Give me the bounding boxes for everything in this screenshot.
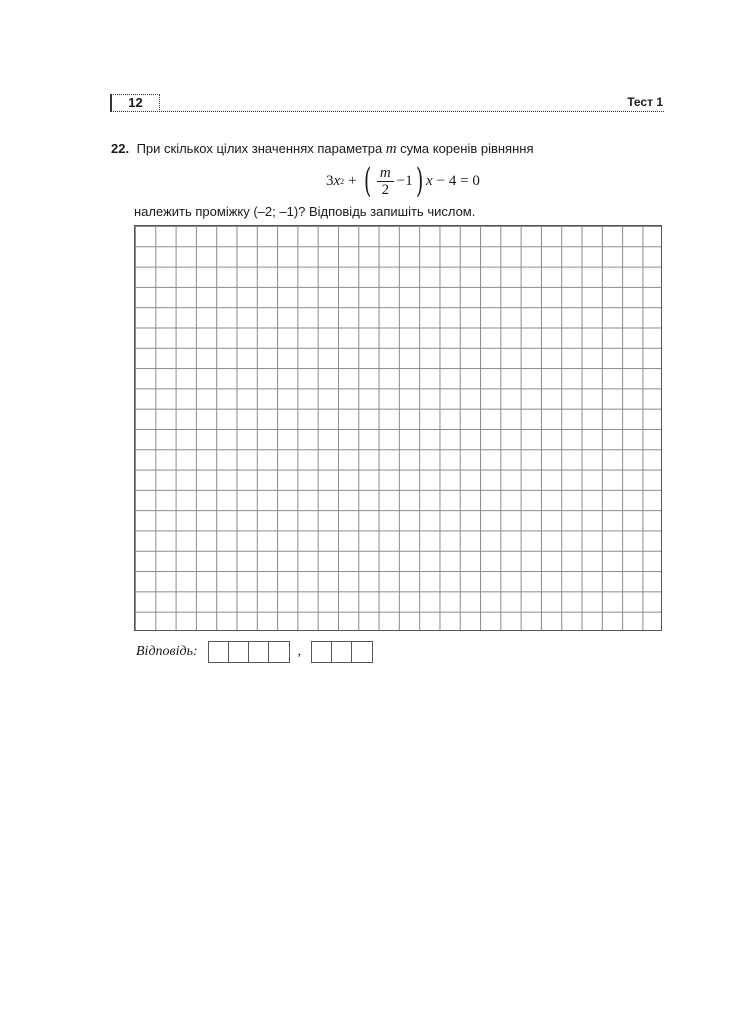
- header-rule: [159, 111, 664, 112]
- page-header: [110, 94, 664, 112]
- eq-tail-var: x: [425, 172, 433, 189]
- eq-power: 2: [340, 176, 345, 186]
- answer-cell[interactable]: [352, 642, 372, 662]
- eq-frac-den: 2: [381, 181, 390, 198]
- eq-right-paren: ): [415, 161, 423, 201]
- question-text-tail: належить проміжку (–2; –1)? Відповідь запишіть числом.: [134, 204, 476, 219]
- answer-integer-boxes[interactable]: [208, 641, 290, 663]
- answer-cell[interactable]: [332, 642, 352, 662]
- eq-tail-rest: − 4 = 0: [436, 172, 480, 189]
- question-text-start: При скількох цілих значеннях параметра: [136, 141, 383, 156]
- eq-var: x: [333, 172, 341, 189]
- answer-cell[interactable]: [209, 642, 229, 662]
- question-number: 22.: [111, 141, 130, 156]
- scratch-grid[interactable]: [134, 225, 662, 631]
- answer-cell[interactable]: [312, 642, 332, 662]
- question-text-end: сума коренів рівняння: [400, 141, 534, 156]
- answer-fraction-boxes[interactable]: [311, 641, 373, 663]
- page-number: 12: [110, 94, 160, 112]
- eq-coef: 3: [326, 172, 334, 189]
- answer-cell[interactable]: [229, 642, 249, 662]
- question-param: m: [385, 141, 397, 157]
- answer-cell[interactable]: [269, 642, 289, 662]
- eq-plus: +: [348, 172, 357, 189]
- decimal-separator: ,: [297, 644, 302, 659]
- eq-minus-one: −1: [396, 172, 413, 189]
- test-label: Тест 1: [627, 95, 663, 109]
- eq-fraction: [377, 165, 394, 198]
- equation: [326, 163, 480, 199]
- answer-cell[interactable]: [249, 642, 269, 662]
- eq-left-paren: (: [363, 161, 371, 201]
- eq-frac-num: m: [377, 165, 394, 182]
- answer-row: [136, 641, 373, 663]
- question-line: [111, 141, 534, 158]
- answer-label: Відповідь:: [136, 644, 198, 659]
